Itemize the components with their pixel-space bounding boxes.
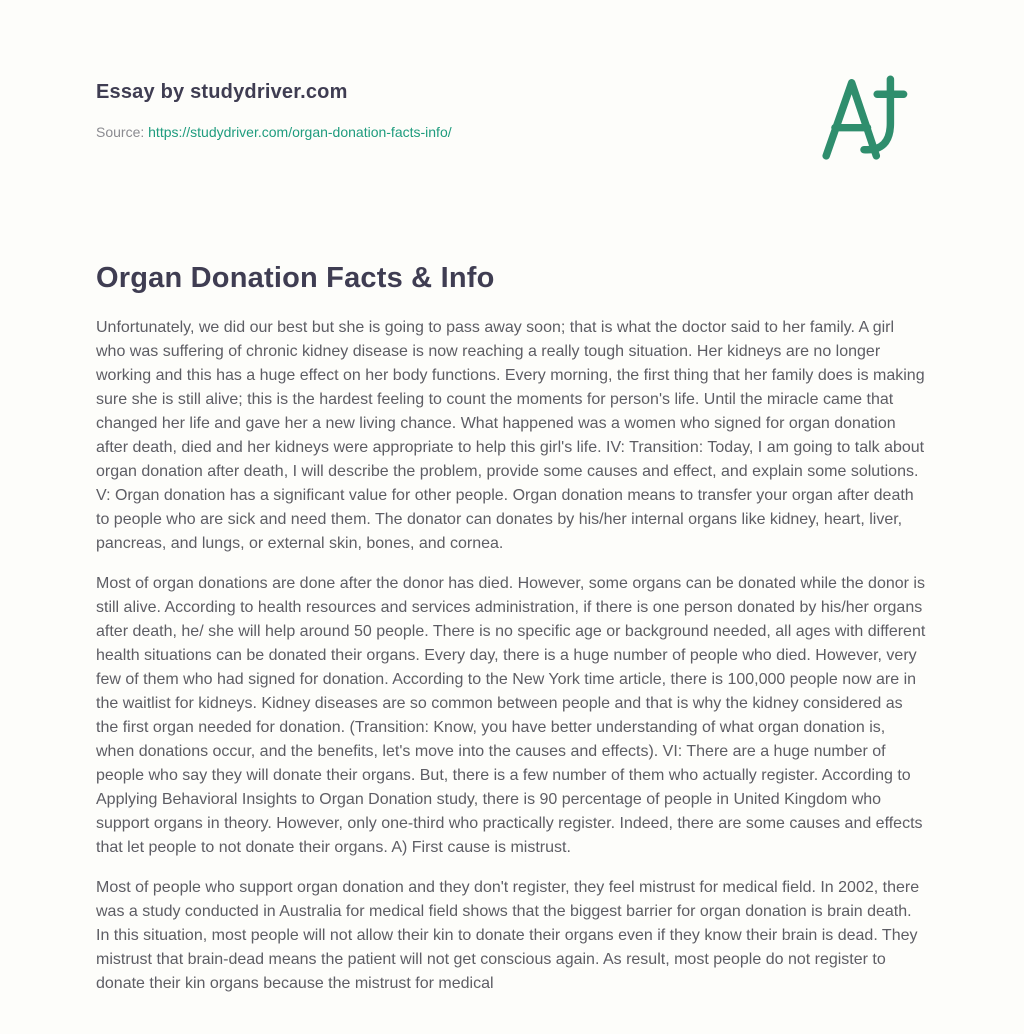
article-paragraph: Most of organ donations are done after the donor has died. However, some organs can be donated while the donor is still alive. According to health resources and services administration, if there is one person donated by his/her organs after death, he/ she will help around 50 people. There is no specific age or background needed, all ages with different health situations can be donated their organs. Every day, there is a huge number of people who died. However, very few of them who had signed for donation. According to the New York time article, there is 100,000 people now are in the waitlist for kidneys. Kidney diseases are so common between people and that is why the kidney considered as the first organ needed for donation. (Transition: Know, you have better understanding of what organ donation is, when donations occur, and the benefits, let's move into the causes and effects). VI: There are a huge number of people who say they will donate their organs. But, there is a few number of them who actually register. According to Applying Behavioral Insights to Organ Donation study, there is 90 percentage of people in United Kingdom who support organs in theory. However, only one-third who practically register. Indeed, there are some causes and effects that let people to not donate their organs. A) First cause is mistrust. [96,575,926,856]
article-body [96,316,926,996]
article-paragraph: Most of people who support organ donation and they don't register, they feel mistrust for medical field. In 2002, there was a study conducted in Australia for medical field shows that the biggest barrier for organ donation is brain death. In this situation, most people will not allow their kin to donate their organs even if they know their brain is dead. They mistrust that brain-dead means the patient will not get conscious again. As result, most people do not register to donate their kin organs because the mistrust for medical [96,879,920,992]
article-paragraph: Unfortunately, we did our best but she is going to pass away soon; that is what the doctor said to her family. A girl who was suffering of chronic kidney disease is now reaching a really tough situation. Her kidneys are no longer working and this has a huge effect on her body functions. Every morning, the first thing that her family does is making sure she is still alive; this is the hardest feeling to count the moments for person's life. Until the miracle came that changed her life and gave her a new living chance. What happened was a women who signed for organ donation after death, died and her kidneys were appropriate to help this girl's life. IV: Transition: Today, I am going to talk about organ donation after death, I will describe the problem, provide some causes and effect, and explain some solutions. V: Organ donation has a significant value for other people. Organ donation means to transfer your organ after death to people who are sick and need them. The donator can donates by his/her internal organs like kidney, heart, liver, pancreas, and lungs, or external skin, bones, and cornea. [96,319,925,552]
document-content [96,0,926,996]
essay-byline: Essay by studydriver.com [96,81,348,103]
source-line [96,122,926,142]
studydriver-logo-icon [820,72,908,164]
article-title: Organ Donation Facts & Info [96,262,495,294]
source-label: Source: [96,124,145,140]
source-link[interactable]: https://studydriver.com/organ-donation-facts-info/ [148,124,452,140]
